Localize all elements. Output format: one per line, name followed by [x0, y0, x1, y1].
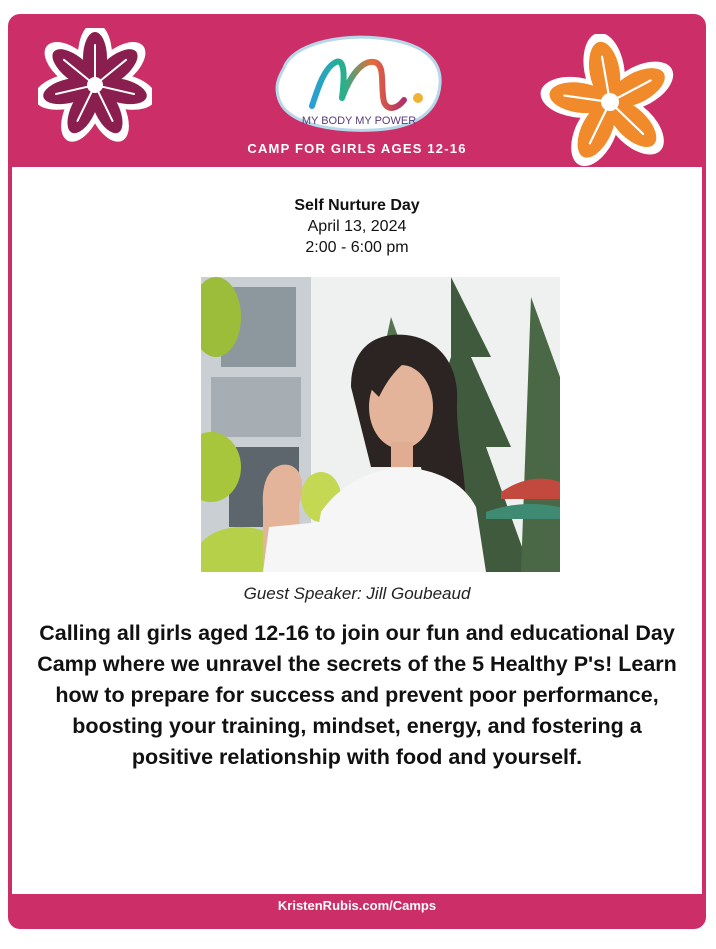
logo-text: MY BODY MY POWER: [301, 115, 417, 127]
event-date: April 13, 2024: [307, 218, 407, 235]
brand-logo-icon: [270, 28, 448, 136]
flyer-content: [12, 167, 702, 894]
left-flower-icon: [38, 28, 152, 142]
event-time: 2:00 - 6:00 pm: [305, 239, 409, 256]
flyer-card: [8, 14, 706, 929]
brand-logo: [270, 28, 448, 136]
camp-description: Calling all girls aged 12-16 to join our fun and educational Day Camp where we unravel the secrets of the 5 Healthy P's! Learn how to prepare for success and prevent poor performance, boosting your training, mindset, energy, and fostering a positive relationship with food and yourself.: [37, 621, 677, 769]
guest-speaker-photo: [201, 277, 560, 572]
speaker-photo-icon: [201, 277, 560, 572]
header-banner: [8, 14, 706, 166]
event-title: Self Nurture Day: [294, 197, 420, 214]
guest-speaker-label: Guest Speaker: Jill Goubeaud: [243, 584, 471, 603]
footer-url[interactable]: KristenRubis.com/Camps: [277, 898, 437, 913]
camp-tagline: CAMP FOR GIRLS AGES 12-16: [247, 141, 467, 156]
